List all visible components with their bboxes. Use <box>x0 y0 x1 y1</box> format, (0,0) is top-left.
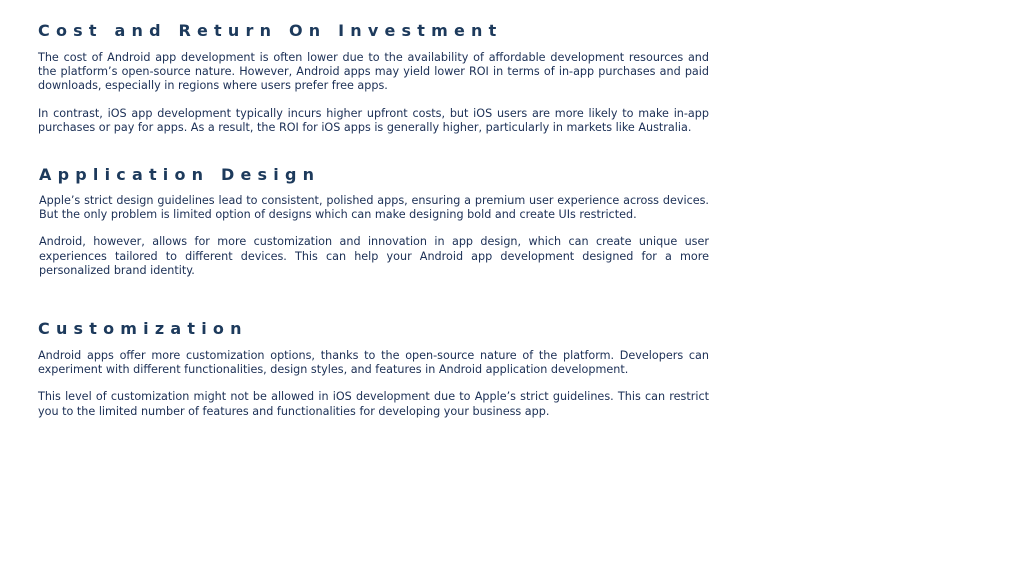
section-application-design <box>39 165 709 278</box>
section-heading: Customization <box>38 319 248 338</box>
section-paragraph: The cost of Android app development is often lower due to the availability of affordable development resources and the platform’s open-source nature. However, Android apps may yield lower ROI in terms of in-app purchases and paid downloads, especially in regions where users prefer free apps. <box>38 51 709 93</box>
section-paragraph: This level of customization might not be allowed in iOS development due to Apple’s strict guidelines. This can restrict you to the limited number of features and functionalities for developing your business app. <box>38 390 709 418</box>
section-paragraph: Android apps offer more customization options, thanks to the open-source nature of the platform. Developers can experiment with different functionalities, design styles, and features in Android application development. <box>38 349 709 377</box>
section-paragraph: Apple’s strict design guidelines lead to consistent, polished apps, ensuring a premium user experience across devices. But the only problem is limited option of designs which can make designing bold and create UIs restricted. <box>39 194 709 222</box>
section-paragraph: In contrast, iOS app development typically incurs higher upfront costs, but iOS users are more likely to make in-app purchases or pay for apps. As a result, the ROI for iOS apps is generally higher, particularly in markets like Australia. <box>38 106 709 134</box>
section-heading: Cost and Return On Investment <box>38 21 503 40</box>
section-cost-roi <box>38 21 709 135</box>
section-heading: Application Design <box>39 165 321 184</box>
section-paragraph: Android, however, allows for more customization and innovation in app design, which can create unique user experiences tailored to different devices. This can help your Android app development designed for a more personalized brand identity. <box>39 235 709 277</box>
section-customization <box>38 319 709 419</box>
